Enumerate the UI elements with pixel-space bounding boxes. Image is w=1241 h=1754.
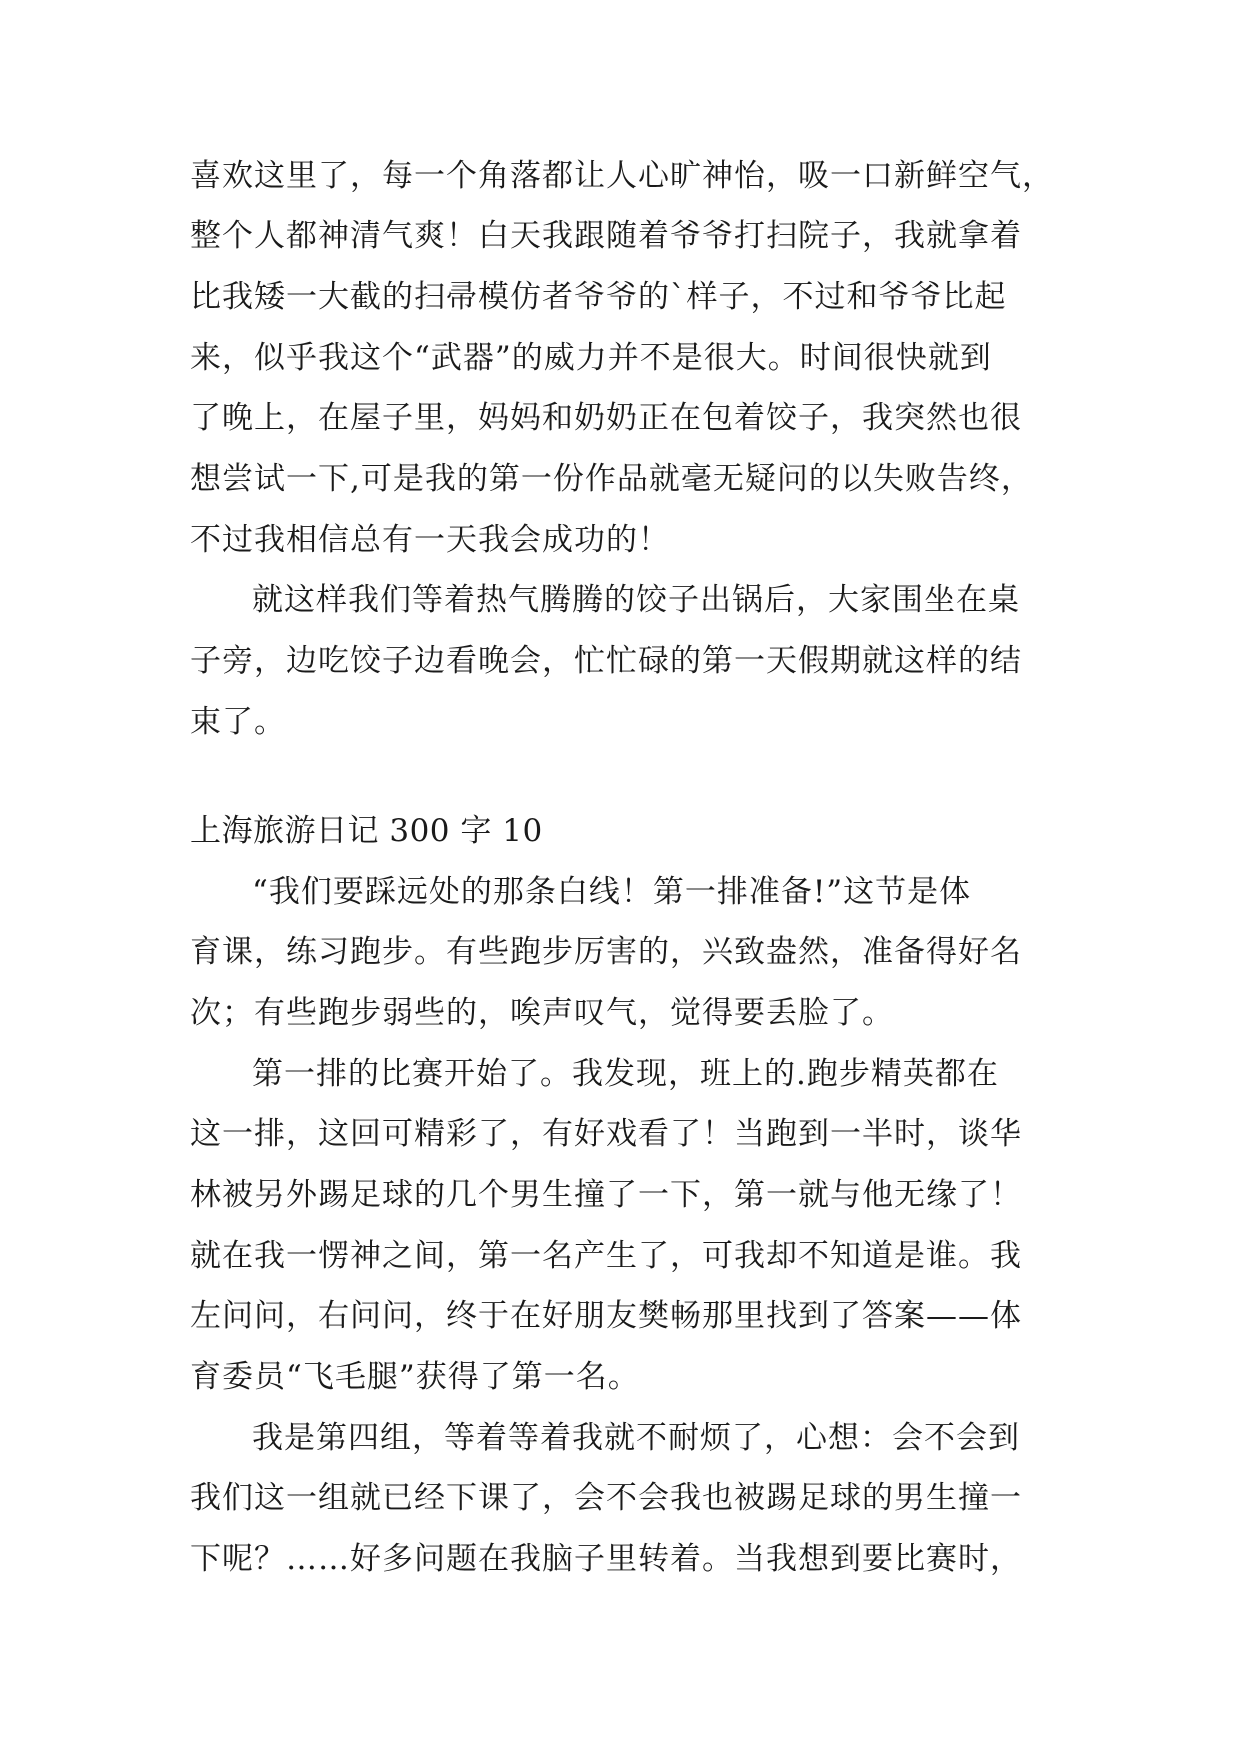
text-line: 我是第四组，等着等着我就不耐烦了，心想：会不会到 (252, 1420, 1020, 1456)
text-line: 束了。 (190, 704, 286, 740)
text-line: 就这样我们等着热气腾腾的饺子出锅后，大家围坐在桌 (252, 582, 1020, 618)
text-line: 了晚上，在屋子里，妈妈和奶奶正在包着饺子，我突然也很 (190, 400, 1022, 436)
text-line: 林被另外踢足球的几个男生撞了一下，第一就与他无缘了！ (190, 1177, 1022, 1213)
text-line: 我们这一组就已经下课了，会不会我也被踢足球的男生撞一 (190, 1480, 1022, 1516)
text-line: “我们要踩远处的那条白线！第一排准备!”这节是体 (252, 874, 972, 910)
text-line: 左问问，右问问，终于在好朋友樊畅那里找到了答案——体 (190, 1298, 1022, 1334)
text-line: 来，似乎我这个“武器”的威力并不是很大。时间很快就到 (190, 340, 992, 376)
section-heading: 上海旅游日记 300 字 10 (190, 813, 543, 849)
text-line: 想尝试一下,可是我的第一份作品就毫无疑问的以失败告终， (190, 461, 1033, 497)
text-line: 喜欢这里了，每一个角落都让人心旷神怡，吸一口新鲜空气， (190, 158, 1054, 194)
text-line: 次；有些跑步弱些的，唉声叹气，觉得要丢脸了。 (190, 995, 894, 1031)
text-line: 不过我相信总有一天我会成功的！ (190, 522, 670, 558)
text-line: 这一排，这回可精彩了，有好戏看了！当跑到一半时，谈华 (190, 1116, 1022, 1152)
text-line: 整个人都神清气爽！白天我跟随着爷爷打扫院子，我就拿着 (190, 218, 1022, 254)
text-line: 就在我一愣神之间，第一名产生了，可我却不知道是谁。我 (190, 1238, 1022, 1274)
text-line: 第一排的比赛开始了。我发现，班上的.跑步精英都在 (252, 1056, 999, 1092)
text-line: 育委员“飞毛腿”获得了第一名。 (190, 1359, 640, 1395)
text-line: 下呢？……好多问题在我脑子里转着。当我想到要比赛时， (190, 1541, 1022, 1577)
text-line: 子旁，边吃饺子边看晚会，忙忙碌的第一天假期就这样的结 (190, 643, 1022, 679)
text-line: 比我矮一大截的扫帚模仿者爷爷的`样子，不过和爷爷比起 (190, 279, 1007, 315)
text-line: 育课，练习跑步。有些跑步厉害的，兴致盎然，准备得好名 (190, 934, 1022, 970)
